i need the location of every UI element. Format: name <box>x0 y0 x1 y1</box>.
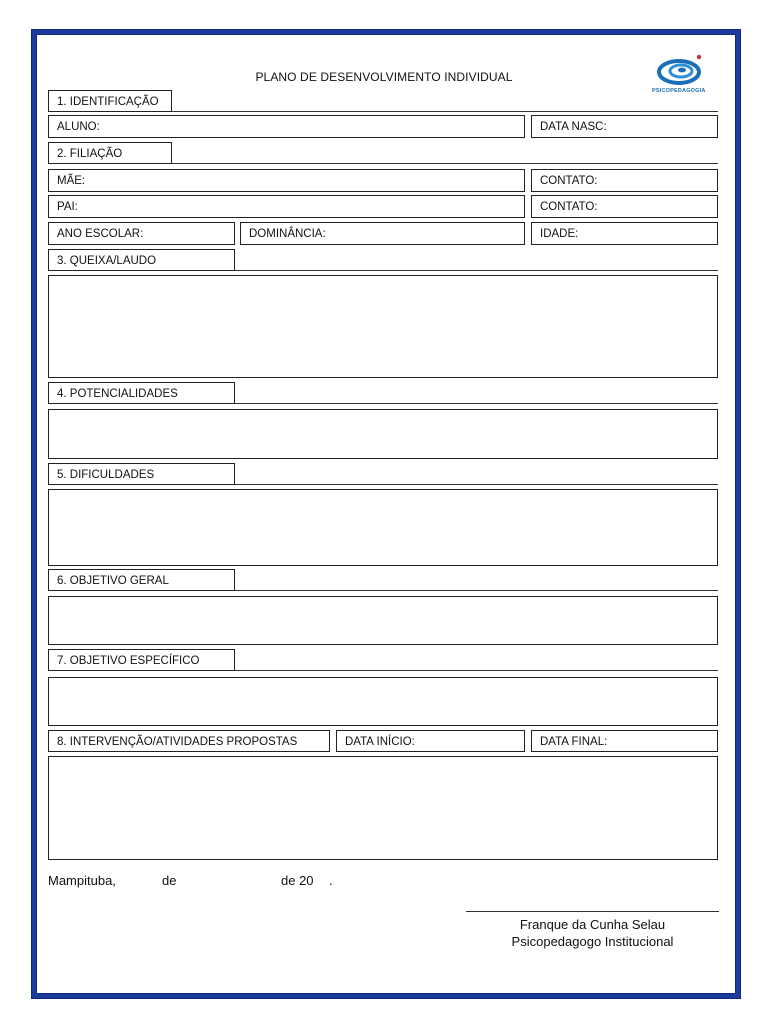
potencialidades-textarea[interactable] <box>48 409 718 459</box>
city-text: Mampituba, <box>48 873 116 888</box>
section-rule <box>172 111 718 112</box>
dificuldades-textarea[interactable] <box>48 489 718 566</box>
contato-mae-field[interactable]: CONTATO: <box>531 169 718 192</box>
data-nasc-field[interactable]: DATA NASC: <box>531 115 718 138</box>
section-filiacao-label: 2. FILIAÇÃO <box>48 142 172 164</box>
section-rule <box>235 403 718 404</box>
pai-field[interactable]: PAI: <box>48 195 525 218</box>
section-identificacao-label: 1. IDENTIFICAÇÃO <box>48 90 172 112</box>
contato-pai-field[interactable]: CONTATO: <box>531 195 718 218</box>
data-final-field[interactable]: DATA FINAL: <box>531 730 718 752</box>
section-rule <box>235 670 718 671</box>
section-queixa-label: 3. QUEIXA/LAUDO <box>48 249 235 271</box>
section-rule <box>235 484 718 485</box>
objetivo-especifico-textarea[interactable] <box>48 677 718 726</box>
signature-line <box>466 911 719 912</box>
section-objetivo-especifico-label: 7. OBJETIVO ESPECÍFICO <box>48 649 235 671</box>
date-dot-text: . <box>329 873 333 888</box>
section-rule <box>235 590 718 591</box>
queixa-textarea[interactable] <box>48 275 718 378</box>
section-intervencao-label: 8. INTERVENÇÃO/ATIVIDADES PROPOSTAS <box>48 730 330 752</box>
section-objetivo-geral-label: 6. OBJETIVO GERAL <box>48 569 235 591</box>
idade-field[interactable]: IDADE: <box>531 222 718 245</box>
objetivo-geral-textarea[interactable] <box>48 596 718 645</box>
section-dificuldades-label: 5. DIFICULDADES <box>48 463 235 485</box>
data-inicio-field[interactable]: DATA INÍCIO: <box>336 730 525 752</box>
signer-name: Franque da Cunha Selau <box>519 917 666 932</box>
mae-field[interactable]: MÃE: <box>48 169 525 192</box>
date-de20-text: de 20 <box>281 873 314 888</box>
aluno-field[interactable]: ALUNO: <box>48 115 525 138</box>
logo-text: PSICOPEDAGOGIA <box>652 88 706 94</box>
section-rule <box>172 163 718 164</box>
ano-escolar-field[interactable]: ANO ESCOLAR: <box>48 222 235 245</box>
page-title: PLANO DE DESENVOLVIMENTO INDIVIDUAL <box>255 70 513 84</box>
date-de-text: de <box>162 873 177 888</box>
signer-role: Psicopedagogo Institucional <box>511 934 674 949</box>
intervencao-textarea[interactable] <box>48 756 718 860</box>
dominancia-field[interactable]: DOMINÂNCIA: <box>240 222 525 245</box>
section-potencialidades-label: 4. POTENCIALIDADES <box>48 382 235 404</box>
section-rule <box>235 270 718 271</box>
